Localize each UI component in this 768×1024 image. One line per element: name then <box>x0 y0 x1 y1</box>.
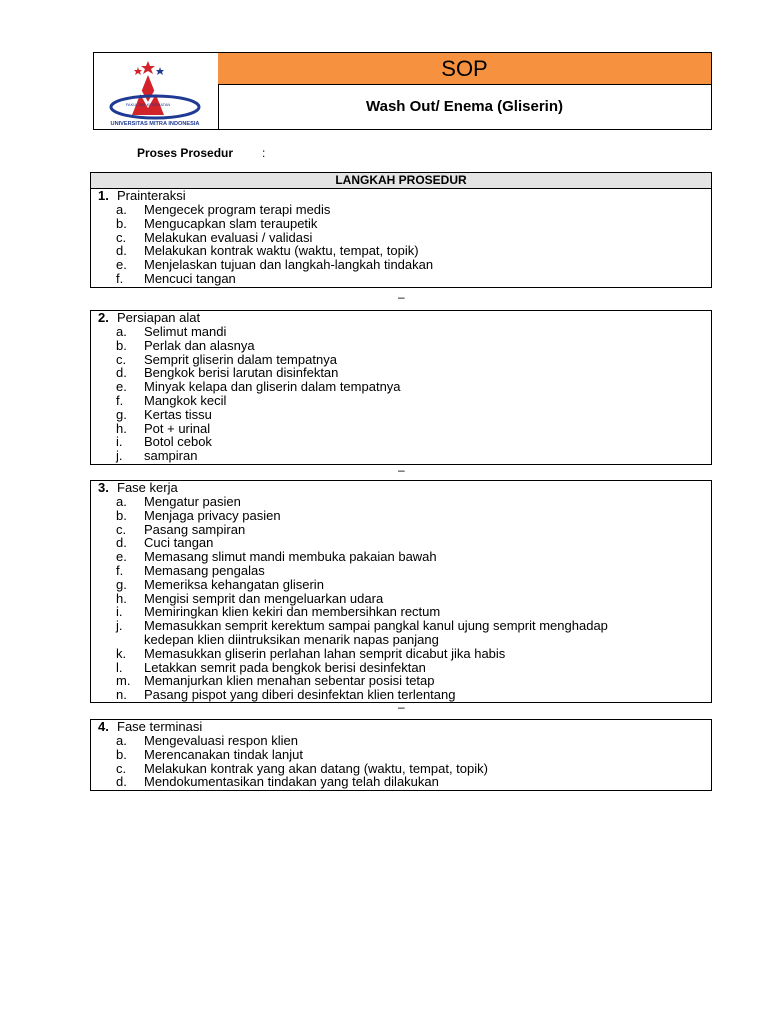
list-item <box>91 762 711 776</box>
list-item <box>91 380 711 394</box>
item-marker: e. <box>116 379 127 395</box>
item-text: Botol cebok <box>144 434 212 450</box>
item-text: Memanjurkan klien menahan sebentar posisi tetap <box>144 673 435 689</box>
step-list <box>91 325 711 463</box>
section-number: 4. <box>98 719 109 734</box>
item-text: Pasang pispot yang diberi desinfektan klien terlentang <box>144 687 456 703</box>
list-item <box>91 605 711 619</box>
item-marker: n. <box>116 687 127 703</box>
section-title <box>91 189 711 203</box>
item-marker: c. <box>116 351 127 367</box>
logo-subtext: FAKULTAS KESEHATAN <box>125 102 171 107</box>
item-marker: f. <box>116 270 124 286</box>
list-item <box>91 394 711 408</box>
item-marker: a. <box>116 202 127 217</box>
section-title-text: Fase kerja <box>117 480 178 495</box>
item-text: Pot + urinal <box>144 420 211 436</box>
section-title <box>91 720 711 734</box>
item-text: Cuci tangan <box>144 535 214 551</box>
item-marker: c. <box>116 229 127 245</box>
item-marker: g. <box>116 406 127 422</box>
list-item <box>91 578 711 592</box>
item-text: Kertas tissu <box>144 406 212 422</box>
list-item <box>91 272 711 286</box>
step-list <box>91 203 711 286</box>
list-item <box>91 536 711 550</box>
logo-star-blue <box>156 67 164 75</box>
list-item <box>91 592 711 606</box>
proses-colon: : <box>262 146 266 160</box>
item-text: Menjaga privacy pasien <box>144 507 281 523</box>
item-marker: k. <box>116 645 127 661</box>
logo-cell <box>94 53 219 129</box>
item-marker: h. <box>116 590 127 606</box>
item-text: Memeriksa kehangatan gliserin <box>144 576 324 592</box>
list-item <box>91 366 711 380</box>
item-marker: l. <box>116 659 123 675</box>
list-item <box>91 495 711 509</box>
item-text: Mengevaluasi respon klien <box>144 733 298 748</box>
sop-label: SOP <box>218 53 711 85</box>
proses-prosedur <box>137 146 266 160</box>
item-text: Memasang slimut mandi membuka pakaian bawah <box>144 549 437 565</box>
item-text: Melakukan evaluasi / validasi <box>144 229 313 245</box>
separator: – <box>398 463 405 477</box>
list-item <box>91 647 711 661</box>
logo-star-red-small <box>134 67 142 75</box>
item-marker: a. <box>116 494 127 509</box>
document-title: Wash Out/ Enema (Gliserin) <box>366 98 563 115</box>
item-text: Perlak dan alasnya <box>144 337 255 353</box>
item-marker: d. <box>116 365 127 381</box>
item-marker: j. <box>116 618 123 634</box>
list-item <box>91 564 711 578</box>
section-number: 3. <box>98 480 109 495</box>
table-header: LANGKAH PROSEDUR <box>91 173 711 189</box>
list-item <box>91 339 711 353</box>
section-fase-terminasi <box>90 719 712 791</box>
list-item <box>91 661 711 675</box>
item-text: Mengecek program terapi medis <box>144 202 331 217</box>
item-marker: e. <box>116 549 127 565</box>
item-text: Memasukkan gliserin perlahan lahan semprit dicabut jika habis <box>144 645 506 661</box>
item-text: Melakukan kontrak waktu (waktu, tempat, topik) <box>144 243 419 259</box>
university-logo <box>102 55 210 129</box>
item-text: Letakkan semrit pada bengkok berisi desinfektan <box>144 659 426 675</box>
item-marker: b. <box>116 337 127 353</box>
item-text: Memiringkan klien kekiri dan membersihkan rectum <box>144 604 441 620</box>
section-title-text: Persiapan alat <box>117 310 201 325</box>
item-text: Mencuci tangan <box>144 270 236 286</box>
item-text: Bengkok berisi larutan disinfektan <box>144 365 339 381</box>
section-title <box>91 311 711 325</box>
item-text: Mengisi semprit dan mengeluarkan udara <box>144 590 384 606</box>
section-fase-kerja <box>90 480 712 703</box>
item-text: Mengatur pasien <box>144 494 241 509</box>
item-text: Minyak kelapa dan gliserin dalam tempatnya <box>144 379 401 395</box>
item-marker: a. <box>116 733 127 748</box>
list-item <box>91 217 711 231</box>
item-text: Melakukan kontrak yang akan datang (waktu, tempat, topik) <box>144 760 488 776</box>
list-item <box>91 550 711 564</box>
item-text: Merencanakan tindak lanjut <box>144 746 303 762</box>
section-prainteraksi <box>90 172 712 288</box>
item-text: sampiran <box>144 448 198 464</box>
item-marker: i. <box>116 434 123 450</box>
list-item <box>91 748 711 762</box>
list-item <box>91 353 711 367</box>
section-persiapan-alat <box>90 310 712 465</box>
item-marker: d. <box>116 774 127 790</box>
step-list <box>91 734 711 789</box>
separator: – <box>398 700 405 714</box>
item-text: Memasukkan semprit kerektum sampai pangkal kanul ujung semprit menghadap kedepan klien diintruksikan menarik napas panjang <box>144 618 608 647</box>
list-item <box>91 775 711 789</box>
list-item <box>91 619 711 647</box>
item-marker: d. <box>116 243 127 259</box>
list-item <box>91 422 711 436</box>
list-item <box>91 435 711 449</box>
section-title-text: Prainteraksi <box>117 188 186 203</box>
list-item <box>91 509 711 523</box>
separator: – <box>398 290 405 304</box>
logo-text: UNIVERSITAS MITRA INDONESIA <box>110 121 200 127</box>
item-marker: a. <box>116 324 127 339</box>
item-marker: b. <box>116 507 127 523</box>
item-marker: i. <box>116 604 123 620</box>
list-item <box>91 325 711 339</box>
item-text: Memasang pengalas <box>144 562 265 578</box>
item-marker: g. <box>116 576 127 592</box>
item-text: Mendokumentasikan tindakan yang telah dilakukan <box>144 774 439 790</box>
list-item <box>91 231 711 245</box>
logo-star-red <box>141 61 155 74</box>
item-marker: c. <box>116 521 127 537</box>
item-marker: m. <box>116 673 131 689</box>
item-marker: f. <box>116 562 124 578</box>
section-title-text: Fase terminasi <box>117 719 203 734</box>
list-item <box>91 449 711 463</box>
list-item <box>91 523 711 537</box>
list-item <box>91 203 711 217</box>
section-title <box>91 481 711 495</box>
section-number: 2. <box>98 310 109 325</box>
item-marker: c. <box>116 760 127 776</box>
list-item <box>91 258 711 272</box>
item-marker: e. <box>116 257 127 273</box>
item-text: Pasang sampiran <box>144 521 246 537</box>
item-marker: d. <box>116 535 127 551</box>
item-text: Menjelaskan tujuan dan langkah-langkah tindakan <box>144 257 434 273</box>
list-item <box>91 674 711 688</box>
item-text: Selimut mandi <box>144 324 227 339</box>
section-number: 1. <box>98 188 109 203</box>
proses-label: Proses Prosedur <box>137 146 234 160</box>
sop-header <box>93 52 712 130</box>
item-text: Semprit gliserin dalam tempatnya <box>144 351 337 367</box>
item-text: Mengucapkan slam teraupetik <box>144 215 318 231</box>
item-marker: b. <box>116 215 127 231</box>
list-item <box>91 244 711 258</box>
item-marker: f. <box>116 392 124 408</box>
list-item <box>91 734 711 748</box>
item-text: Mangkok kecil <box>144 392 227 408</box>
list-item <box>91 408 711 422</box>
step-list <box>91 495 711 702</box>
item-marker: b. <box>116 746 127 762</box>
item-marker: h. <box>116 420 127 436</box>
item-marker: j. <box>116 448 123 464</box>
